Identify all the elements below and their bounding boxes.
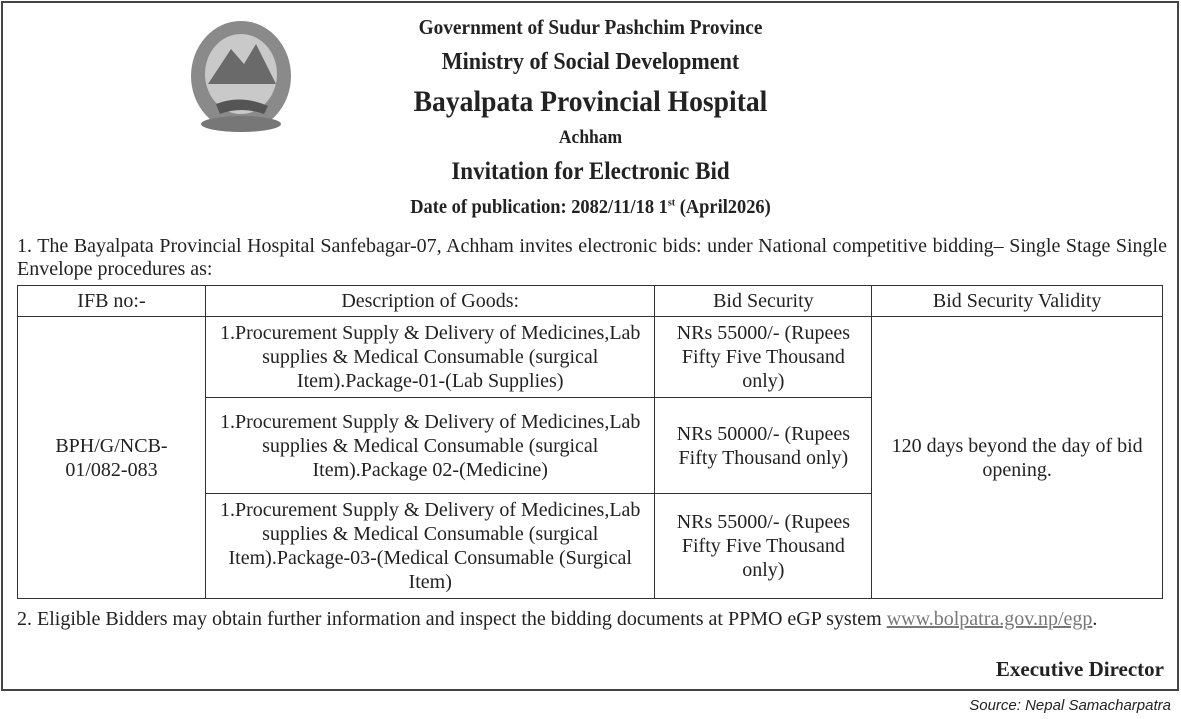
hospital-name: Bayalpata Provincial Hospital (413, 85, 768, 118)
location: Achham (558, 127, 623, 148)
government-name: Government of Sudur Pashchim Province (418, 15, 763, 39)
paragraph-2: 2. Eligible Bidders may obtain further information and inspect the bidding documents at PPMO eGP system www.bolpatra.gov.np/egp. (17, 608, 1098, 630)
goods-description: 1.Procurement Supply & Delivery of Medicines,Lab supplies & Medical Consumable (surgical Item).Package-03-(Medical Consumable (Surgical Item) (205, 494, 655, 599)
ministry-name: Ministry of Social Development (441, 49, 740, 75)
ifb-number: BPH/G/NCB-01/082-083 (18, 317, 206, 599)
column-header: Bid Security (655, 286, 872, 317)
column-header: IFB no:- (18, 286, 206, 317)
bid-security-validity: 120 days beyond the day of bid opening. (872, 317, 1163, 599)
bid-table (17, 285, 1163, 599)
table-row (18, 317, 1163, 398)
paragraph-1: 1. The Bayalpata Provincial Hospital Sanfebagar-07, Achham invites electronic bids: under National competitive bidding– Single Stage Single Envelope procedures as: (17, 235, 1167, 280)
source-credit: Source: Nepal Samacharpatra (969, 697, 1171, 714)
table-header-row (18, 286, 1163, 317)
bid-security: NRs 55000/- (Rupees Fifty Five Thousand only) (655, 494, 872, 599)
bid-security: NRs 50000/- (Rupees Fifty Thousand only) (655, 398, 872, 494)
goods-description: 1.Procurement Supply & Delivery of Medicines,Lab supplies & Medical Consumable (surgical Item).Package-01-(Lab Supplies) (205, 317, 655, 398)
goods-description: 1.Procurement Supply & Delivery of Medicines,Lab supplies & Medical Consumable (surgical Item).Package 02-(Medicine) (205, 398, 655, 494)
bid-security: NRs 55000/- (Rupees Fifty Five Thousand only) (655, 317, 872, 398)
signature: Executive Director (995, 657, 1164, 681)
publication-date: Date of publication: 2082/11/18 1st (April2026) (410, 196, 771, 218)
bolpatra-link[interactable]: www.bolpatra.gov.np/egp (886, 608, 1093, 630)
column-header: Bid Security Validity (872, 286, 1163, 317)
notice-title: Invitation for Electronic Bid (451, 158, 730, 185)
column-header: Description of Goods: (205, 286, 655, 317)
